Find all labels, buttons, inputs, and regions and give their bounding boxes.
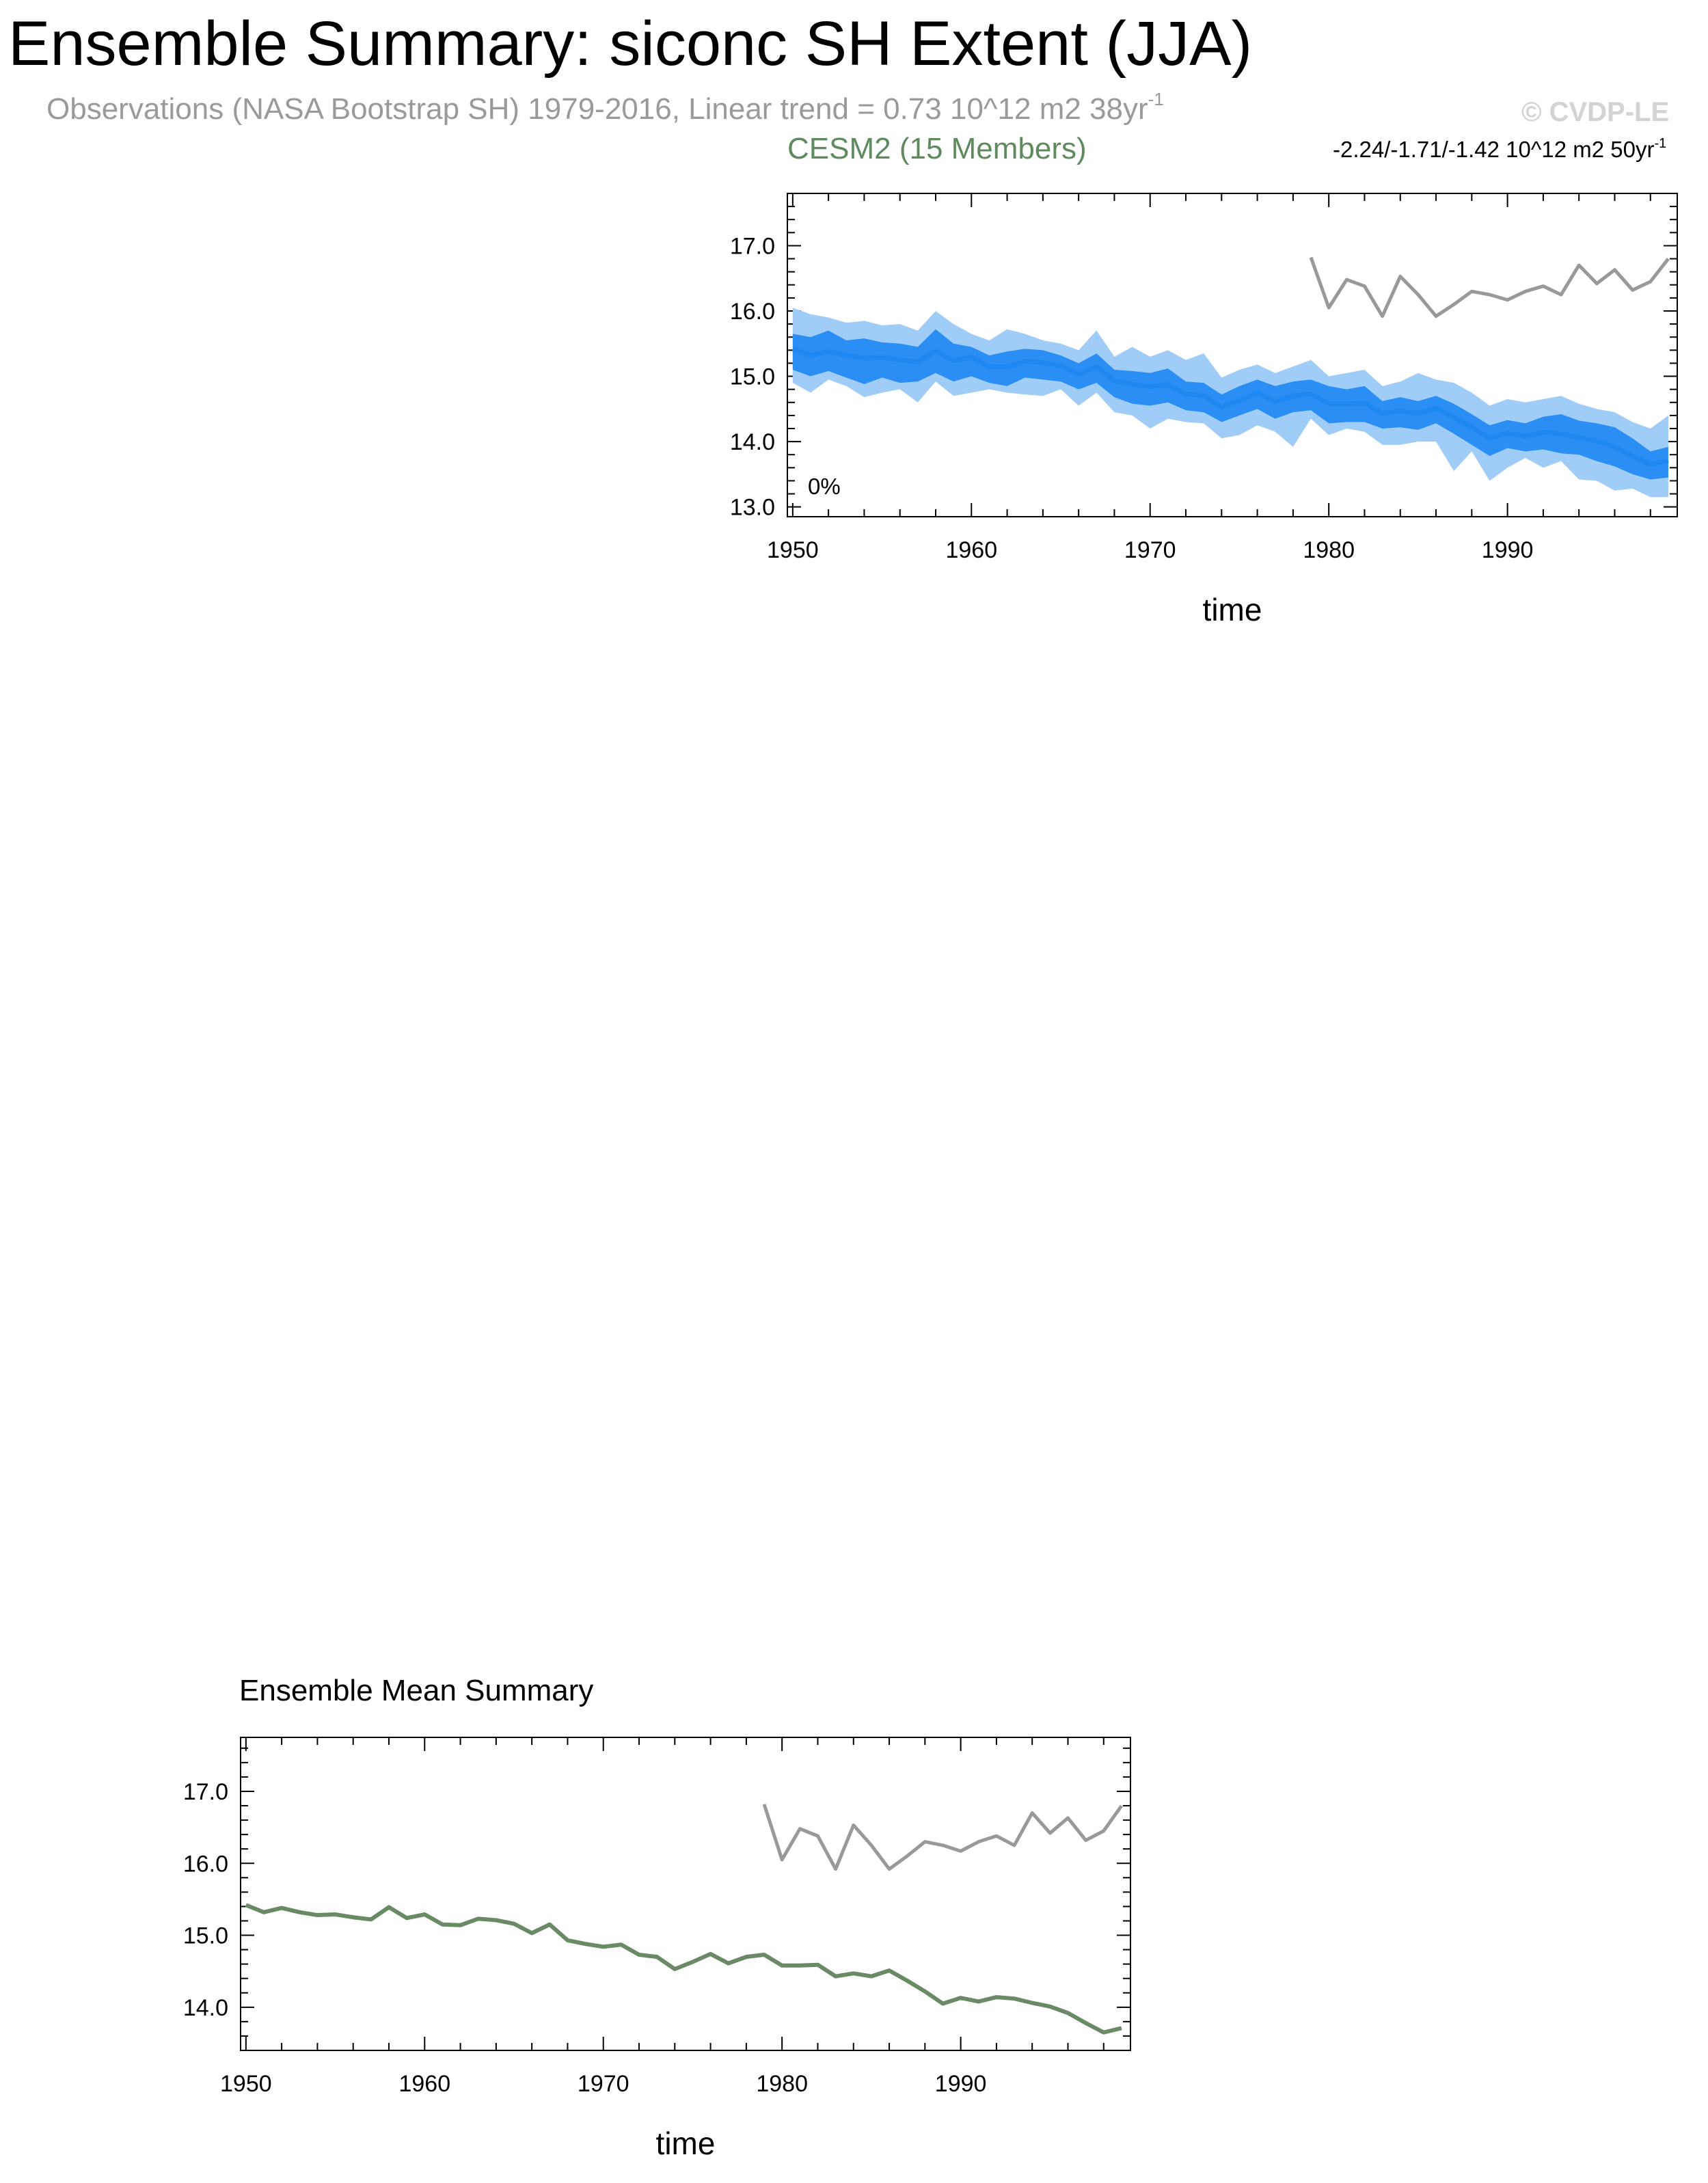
model-xtick-label: 1990	[1481, 537, 1534, 563]
model-ytick-label: 14.0	[729, 429, 775, 456]
summary-ytick-label: 14.0	[182, 1994, 228, 2021]
summary-ytick-label: 15.0	[182, 1923, 228, 1949]
summary-observations-line	[764, 1804, 1122, 1869]
model-xtick-label: 1970	[1124, 537, 1176, 563]
model-ytick-label: 17.0	[729, 233, 775, 260]
summary-x-axis-label: time	[655, 2126, 716, 2161]
summary-xtick-label: 1980	[756, 2071, 809, 2097]
model-xtick-label: 1960	[945, 537, 998, 563]
figure-title: Ensemble Summary: siconc SH Extent (JJA)	[8, 9, 1253, 79]
summary-ytick-label: 17.0	[182, 1778, 228, 1805]
model-xtick-label: 1980	[1303, 537, 1355, 563]
summary-xtick-label: 1960	[398, 2071, 451, 2097]
model-xtick-label: 1950	[767, 537, 819, 563]
model-observations-line	[1311, 258, 1668, 316]
summary-series-group	[246, 1804, 1122, 2033]
model-ytick-label: 13.0	[729, 494, 775, 521]
summary-ytick-label: 16.0	[182, 1851, 228, 1877]
model-x-axis-label: time	[1202, 592, 1262, 627]
model-series-group	[793, 258, 1668, 498]
model-ytick-label: 16.0	[729, 299, 775, 325]
summary-xtick-label: 1970	[577, 2071, 629, 2097]
summary-plot-frame	[241, 1737, 1130, 2050]
summary-ensemble-mean-line	[246, 1905, 1122, 2032]
summary-panel-title: Ensemble Mean Summary	[239, 1674, 594, 1707]
model-annotation-percent: 0%	[808, 474, 841, 499]
copyright-label: © CVDP-LE	[1521, 97, 1670, 127]
observations-subtitle-text: Observations (NASA Bootstrap SH) 1979-2016, Linear trend = 0.73 10^12 m2 38yr	[46, 92, 1148, 126]
model-ytick-label: 15.0	[729, 364, 775, 390]
observations-subtitle-exponent: -1	[1148, 89, 1164, 109]
summary-xtick-label: 1990	[934, 2071, 987, 2097]
summary-xtick-label: 1950	[220, 2071, 272, 2097]
model-panel-title: CESM2 (15 Members)	[787, 132, 1087, 165]
model-trend-text: -2.24/-1.71/-1.42 10^12 m2 50yr	[1333, 137, 1655, 162]
model-trend-exponent: -1	[1654, 136, 1667, 151]
